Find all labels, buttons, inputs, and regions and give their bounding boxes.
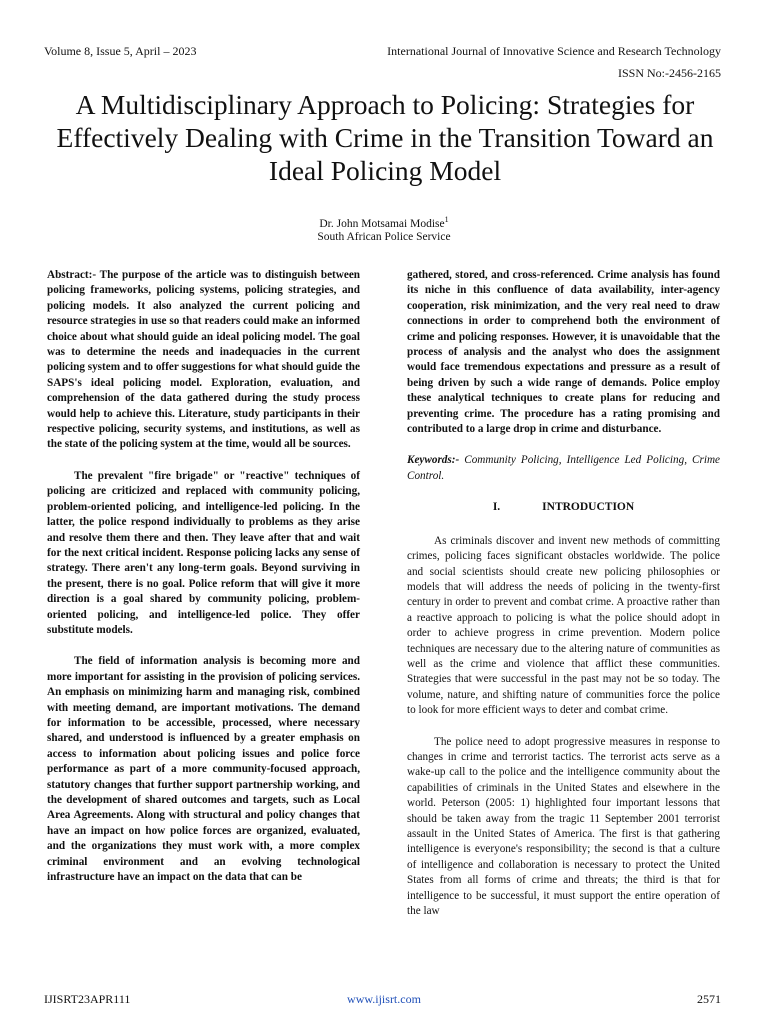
keywords-label: Keywords:- <box>407 454 460 467</box>
author-name: Dr. John Motsamai Modise <box>319 217 445 230</box>
section-heading-introduction <box>407 500 720 515</box>
abstract-paragraph-1: Abstract:- The purpose of the article was to distinguish between policing frameworks, policing systems, policing strategies, and policing models. It also analyzed the current policing and resource strategies in use so that readers could make an informed choice about what should guide an ideal policing model. The goal was to determine the needs and inadequacies in the current policing system and to offer suggestions for what should guide the SAPS's ideal policing model. Exploration, evaluation, and comprehension of the data gathered during the study process would help to achieve this. Literature, study participants in their respective policing, security systems, and institutions, as well as the state of the policing system at the time, would all be sources. <box>47 269 360 451</box>
abstract-paragraph-3: The field of information analysis is becoming more and more important for assisting in the provision of policing services. An emphasis on minimizing harm and managing risk, combined with meeting demand, are important motivations. The demand for information to be accessible, processed, where necessary shared, and understood is influenced by a greater emphasis on access to information about policing issues and police force performance as part of a more community-focused approach, statutory changes that further support partnership working, and the development of shared outcomes and targets, such as Local Area Agreements. Along with structural and policy changes that have an impact on how police forces are organized, evaluated, and the organizations they must work with, a more complex criminal environment and an evolving technological infrastructure have an impact on the data that can be <box>47 655 360 884</box>
author-superscript: 1 <box>444 215 449 224</box>
paper-title: A Multidisciplinary Approach to Policing: Strategies for Effectively Dealing with Crime in the Transition Toward an Ideal Policing Model <box>56 89 714 186</box>
right-column <box>407 268 720 919</box>
section-title: INTRODUCTION <box>542 501 635 514</box>
abstract-paragraph-2: The prevalent "fire brigade" or "reactive" techniques of policing are criticized and replaced with community policing, problem-oriented policing, and intelligence-led policing. In the latter, the police respond individually to problems as they arise and resolve them there and then. They leave after that and wait for the next critical incident. Response policing lacks any sense of strategy. There aren't any long-term goals. Beyond surviving in the present, there is no goal. Police reform that will give it more direction is a goal shared by community policing, problem-oriented policing, and intelligence-led police. They offer substitute models. <box>47 469 360 636</box>
intro-paragraph-1: As criminals discover and invent new methods of committing crimes, policing faces significant obstacles worldwide. The police and social scientists should create new policing philosophies or models that will address the needs of policing in the twenty-first century in order to prevent and combat crime. A proactive rather than a reactive approach to policing is what the police should adopt in order to achieve progress in crime prevention. Modern police techniques are necessary due to the altering nature of communities as well as the crime and violence that afflict these communities. Strategies that were successful in the past may not be so today. The volume, nature, and shifting nature of communities force the police to look for more efficient ways to deter and combat crime. <box>407 534 720 717</box>
abstract-paragraph-4: gathered, stored, and cross-referenced. Crime analysis has found its niche in this confluence of data availability, inter-agency cooperation, risk minimization, and the very real need to draw connections in order to comprehend both the environment of crime and policing responses. However, it is unavoidable that the process of analysis and the analyst who does the assignment would face tremendous expectations and pressure as a result of being driven by such a wide range of demands. Police employ these analytical techniques to create plans for reducing and preventing crime. The procedure has a rating promising and contributed to a large drop in crime and disturbance. <box>407 269 720 436</box>
volume-issue: Volume 8, Issue 5, April – 2023 <box>44 44 197 58</box>
intro-paragraph-2: The police need to adopt progressive measures in response to changes in crime and terrorist tactics. The terrorist acts serve as a wake-up call to the police and the intelligence community about the capabilities of criminals in the United States and elsewhere in the world. Peterson (2005: 1) highlighted four important lessons that should be taken away from the tragic 11 September 2001 terrorist assault in the United States of America. The first is that gathering intelligence is everyone's responsibility; the second is that a culture of intelligence and collaboration is necessary to protect the United States from all forms of crime and threats; the third is that for intelligence to be successful, it must support the entire operation of the law <box>407 735 720 918</box>
section-number: I. <box>492 501 501 514</box>
author-affiliation: South African Police Service <box>317 231 451 243</box>
website-link[interactable]: www.ijisrt.com <box>347 992 421 1006</box>
keywords <box>407 453 720 484</box>
page-number: 2571 <box>697 992 721 1006</box>
keywords-text: Community Policing, Intelligence Led Policing, Crime Control. <box>407 454 720 482</box>
journal-name: International Journal of Innovative Science and Research Technology <box>387 44 721 58</box>
left-column <box>47 268 360 885</box>
footer-website <box>0 992 768 1007</box>
issn: ISSN No:-2456-2165 <box>617 66 721 80</box>
paper-id: IJISRT23APR111 <box>44 992 131 1006</box>
